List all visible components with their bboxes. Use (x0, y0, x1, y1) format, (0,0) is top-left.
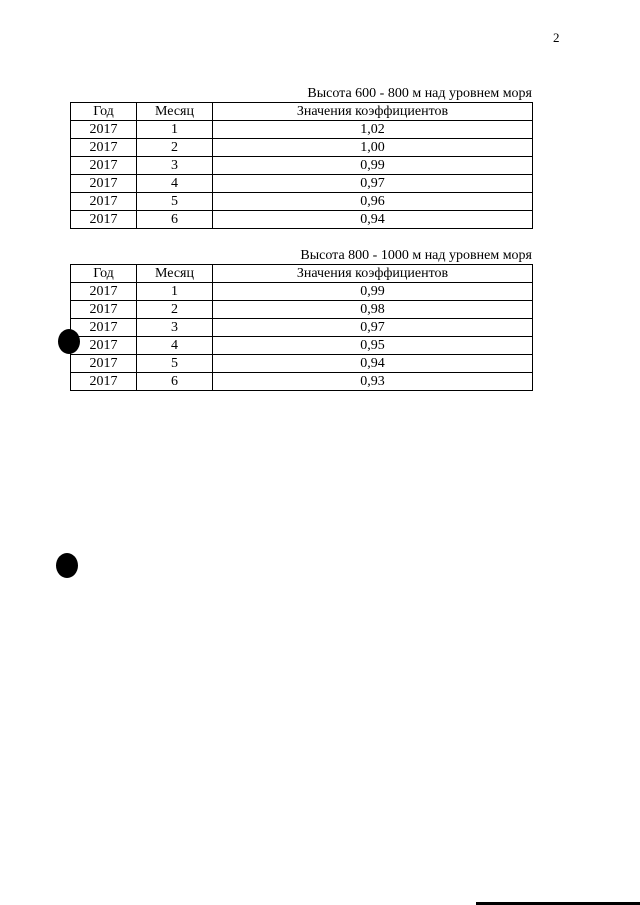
cell-year: 2017 (71, 121, 137, 139)
table-row (71, 283, 533, 301)
cell-month: 3 (137, 157, 213, 175)
table-row (71, 373, 533, 391)
table-header-row (71, 265, 533, 283)
header-month: Месяц (137, 265, 213, 283)
table-row (71, 121, 533, 139)
cell-year: 2017 (71, 301, 137, 319)
cell-coefficient: 0,97 (213, 319, 533, 337)
cell-month: 4 (137, 337, 213, 355)
table-row (71, 175, 533, 193)
cell-coefficient: 0,98 (213, 301, 533, 319)
cell-coefficient: 0,97 (213, 175, 533, 193)
cell-year: 2017 (71, 337, 137, 355)
table-row (71, 157, 533, 175)
header-month: Месяц (137, 103, 213, 121)
table-row (71, 319, 533, 337)
cell-year: 2017 (71, 283, 137, 301)
coefficient-table (70, 264, 533, 391)
table-row (71, 337, 533, 355)
table-header-row (71, 103, 533, 121)
coefficient-section-600-800 (70, 86, 532, 229)
cell-coefficient: 0,99 (213, 157, 533, 175)
table-row (71, 211, 533, 229)
cell-year: 2017 (71, 319, 137, 337)
punch-hole-mark (56, 553, 78, 578)
cell-year: 2017 (71, 193, 137, 211)
cell-coefficient: 0,96 (213, 193, 533, 211)
table-row (71, 301, 533, 319)
header-year: Год (71, 103, 137, 121)
cell-coefficient: 0,94 (213, 211, 533, 229)
cell-month: 5 (137, 193, 213, 211)
page-number: 2 (553, 30, 560, 45)
header-year: Год (71, 265, 137, 283)
cell-coefficient: 1,02 (213, 121, 533, 139)
cell-month: 4 (137, 175, 213, 193)
cell-year: 2017 (71, 373, 137, 391)
cell-coefficient: 0,94 (213, 355, 533, 373)
coefficient-table (70, 102, 533, 229)
cell-coefficient: 0,93 (213, 373, 533, 391)
cell-coefficient: 0,95 (213, 337, 533, 355)
cell-month: 5 (137, 355, 213, 373)
coefficient-section-800-1000 (70, 248, 532, 391)
table-row (71, 139, 533, 157)
cell-month: 3 (137, 319, 213, 337)
table-row (71, 193, 533, 211)
cell-year: 2017 (71, 211, 137, 229)
cell-year: 2017 (71, 175, 137, 193)
cell-coefficient: 1,00 (213, 139, 533, 157)
cell-month: 1 (137, 121, 213, 139)
cell-coefficient: 0,99 (213, 283, 533, 301)
punch-hole-mark (58, 329, 80, 354)
cell-year: 2017 (71, 355, 137, 373)
cell-month: 6 (137, 373, 213, 391)
table-caption: Высота 600 - 800 м над уровнем моря (307, 86, 532, 101)
cell-month: 2 (137, 139, 213, 157)
table-caption: Высота 800 - 1000 м над уровнем моря (300, 248, 532, 263)
table-row (71, 355, 533, 373)
header-coefficient: Значения коэффициентов (213, 265, 533, 283)
cell-year: 2017 (71, 139, 137, 157)
cell-month: 1 (137, 283, 213, 301)
header-coefficient: Значения коэффициентов (213, 103, 533, 121)
cell-year: 2017 (71, 157, 137, 175)
cell-month: 2 (137, 301, 213, 319)
cell-month: 6 (137, 211, 213, 229)
